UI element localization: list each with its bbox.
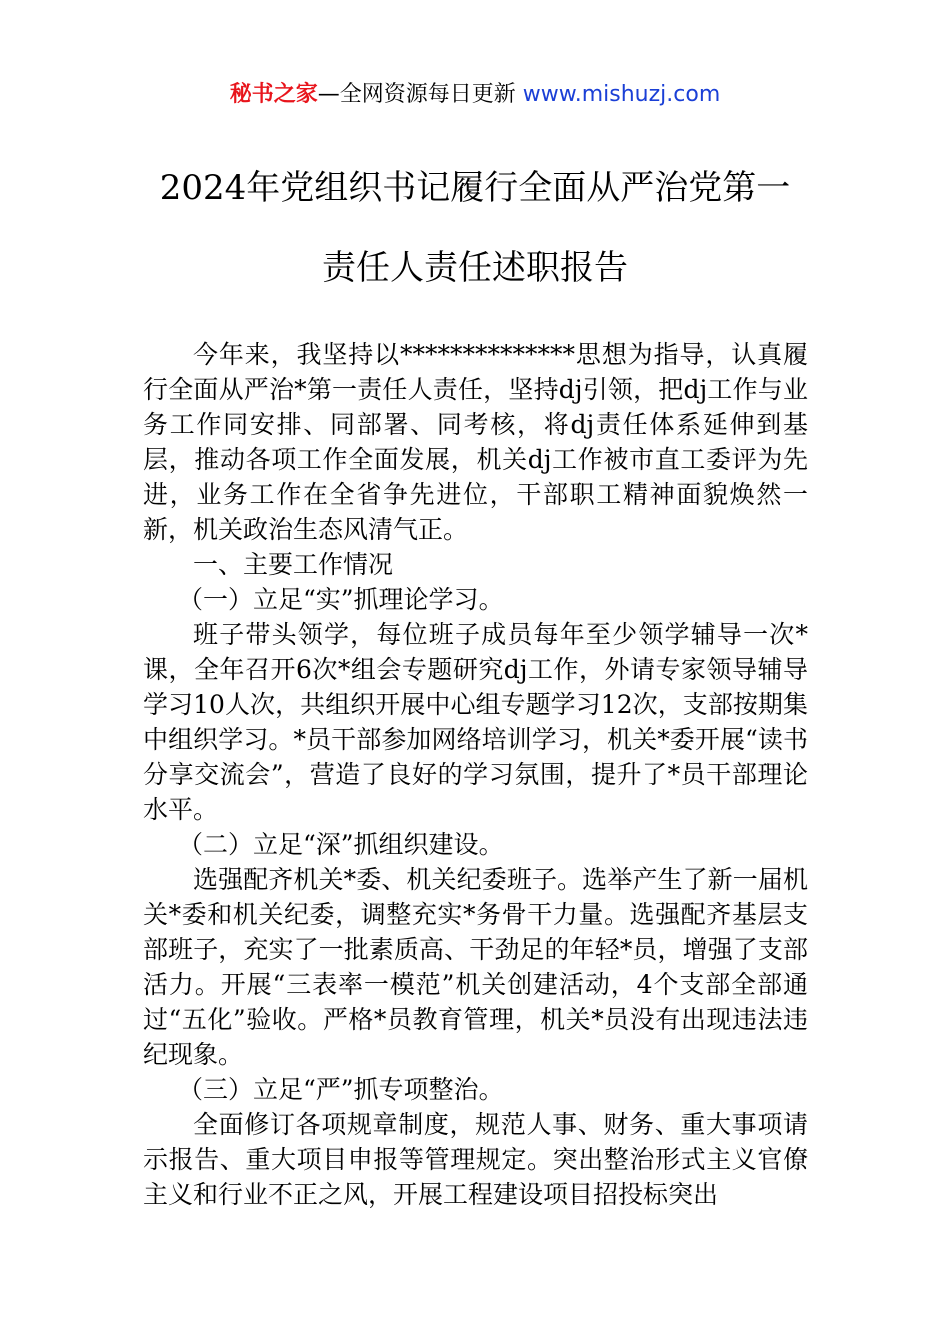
subsection-heading-1: （一）立足“实”抓理论学习。	[178, 585, 504, 614]
document-title-line-2: 责任人责任述职报告	[322, 248, 628, 288]
site-slogan: —全网资源每日更新	[317, 82, 523, 107]
subsection-paragraph-3: 全面修订各项规章制度，规范人事、财务、重大事项请示报告、重大项目申报等管理规定。突出整治形式主义官僚主义和行业不正之风，开展工程建设项目招投标突出	[143, 1110, 808, 1209]
site-brand: 秘书之家	[229, 82, 318, 107]
site-url-link[interactable]: www.mishuzj.com	[522, 82, 721, 107]
document-body	[143, 337, 808, 1212]
document-title	[60, 148, 890, 308]
document-title-line-1: 2024年党组织书记履行全面从严治党第一	[159, 168, 791, 208]
subsection-heading-2: （二）立足“深”抓组织建设。	[178, 830, 504, 859]
subsection-paragraph-2: 选强配齐机关*委、机关纪委班子。选举产生了新一届机关*委和机关纪委，调整充实*务骨干力量。选强配齐基层支部班子，充实了一批素质高、干劲足的年轻*员，增强了支部活力。开展“三表率一模范”机关创建活动，4个支部全部通过“五化”验收。严格*员教育管理，机关*员没有出现违法违纪现象。	[143, 865, 808, 1069]
intro-paragraph: 今年来，我坚持以**************思想为指导，认真履行全面从严治*第一责任人责任，坚持dj引领，把dj工作与业务工作同安排、同部署、同考核，将dj责任体系延伸到基层，推动各项工作全面发展，机关dj工作被市直工委评为先进，业务工作在全省争先进位，干部职工精神面貌焕然一新，机关政治生态风清气正。	[143, 340, 808, 544]
section-heading-1: 一、主要工作情况	[193, 550, 394, 579]
subsection-paragraph-1: 班子带头领学，每位班子成员每年至少领学辅导一次*课，全年召开6次*组会专题研究dj工作，外请专家领导辅导学习10人次，共组织开展中心组专题学习12次，支部按期集中组织学习。*员干部参加网络培训学习，机关*委开展“读书分享交流会”，营造了良好的学习氛围，提升了*员干部理论水平。	[143, 620, 808, 824]
site-header	[0, 78, 950, 112]
subsection-heading-3: （三）立足“严”抓专项整治。	[178, 1075, 504, 1104]
